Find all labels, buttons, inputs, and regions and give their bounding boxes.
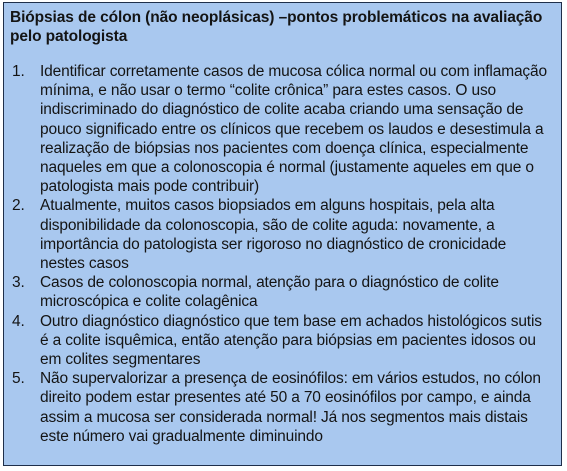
list-item — [10, 273, 553, 311]
list-item — [10, 312, 553, 370]
item-number: 1. — [12, 63, 25, 80]
item-text: Atualmente, muitos casos biopsiados em alguns hospitais, pela alta disponibilidade da colonoscopia, são de colite aguda: novamente, a importância do patologista ser rigoroso no diagnóstico de cronicidade nestes casos — [40, 197, 507, 273]
item-text: Identificar corretamente casos de mucosa cólica normal ou com inflamação mínima, e não usar o termo “colite crônica” para estes casos. O uso indiscriminado do diagnóstico de colite acaba criando uma sensação de pouco significado entre os clínicos que recebem os laudos e desestimula a realização de biópsias nos pacientes com doença clínica, especialmente naqueles em que a colonoscopia é normal (justamente aqueles em que o patologista mais pode contribuir) — [40, 63, 547, 196]
item-number: 5. — [12, 370, 25, 388]
list-item — [10, 196, 553, 273]
item-number: 3. — [12, 274, 25, 292]
item-text: Casos de colonoscopia normal, atenção para o diagnóstico de colite microscópica e colite colagênica — [40, 274, 499, 311]
item-number: 2. — [12, 197, 25, 215]
item-text: Não supervalorizar a presença de eosinófilos: em vários estudos, no cólon direito podem estar presentes até 50 a 70 eosinófilos por campo, e ainda assim a mucosa ser considerada normal! Já nos segmentos mais distais este número vai gradualmente diminuindo — [40, 370, 541, 445]
text-panel — [3, 2, 562, 466]
panel-title: Biópsias de cólon (não neoplásicas) –pontos problemáticos na avaliação pelo patologista — [10, 9, 543, 45]
item-text: Outro diagnóstico diagnóstico que tem base em achados histológicos sutis é a colite isquêmica, então atenção para biópsias em pacientes idosos ou em colites segmentares — [40, 312, 542, 369]
item-number: 4. — [12, 312, 25, 330]
list-item — [10, 62, 553, 196]
list-item — [10, 369, 553, 446]
points-list — [10, 62, 553, 446]
